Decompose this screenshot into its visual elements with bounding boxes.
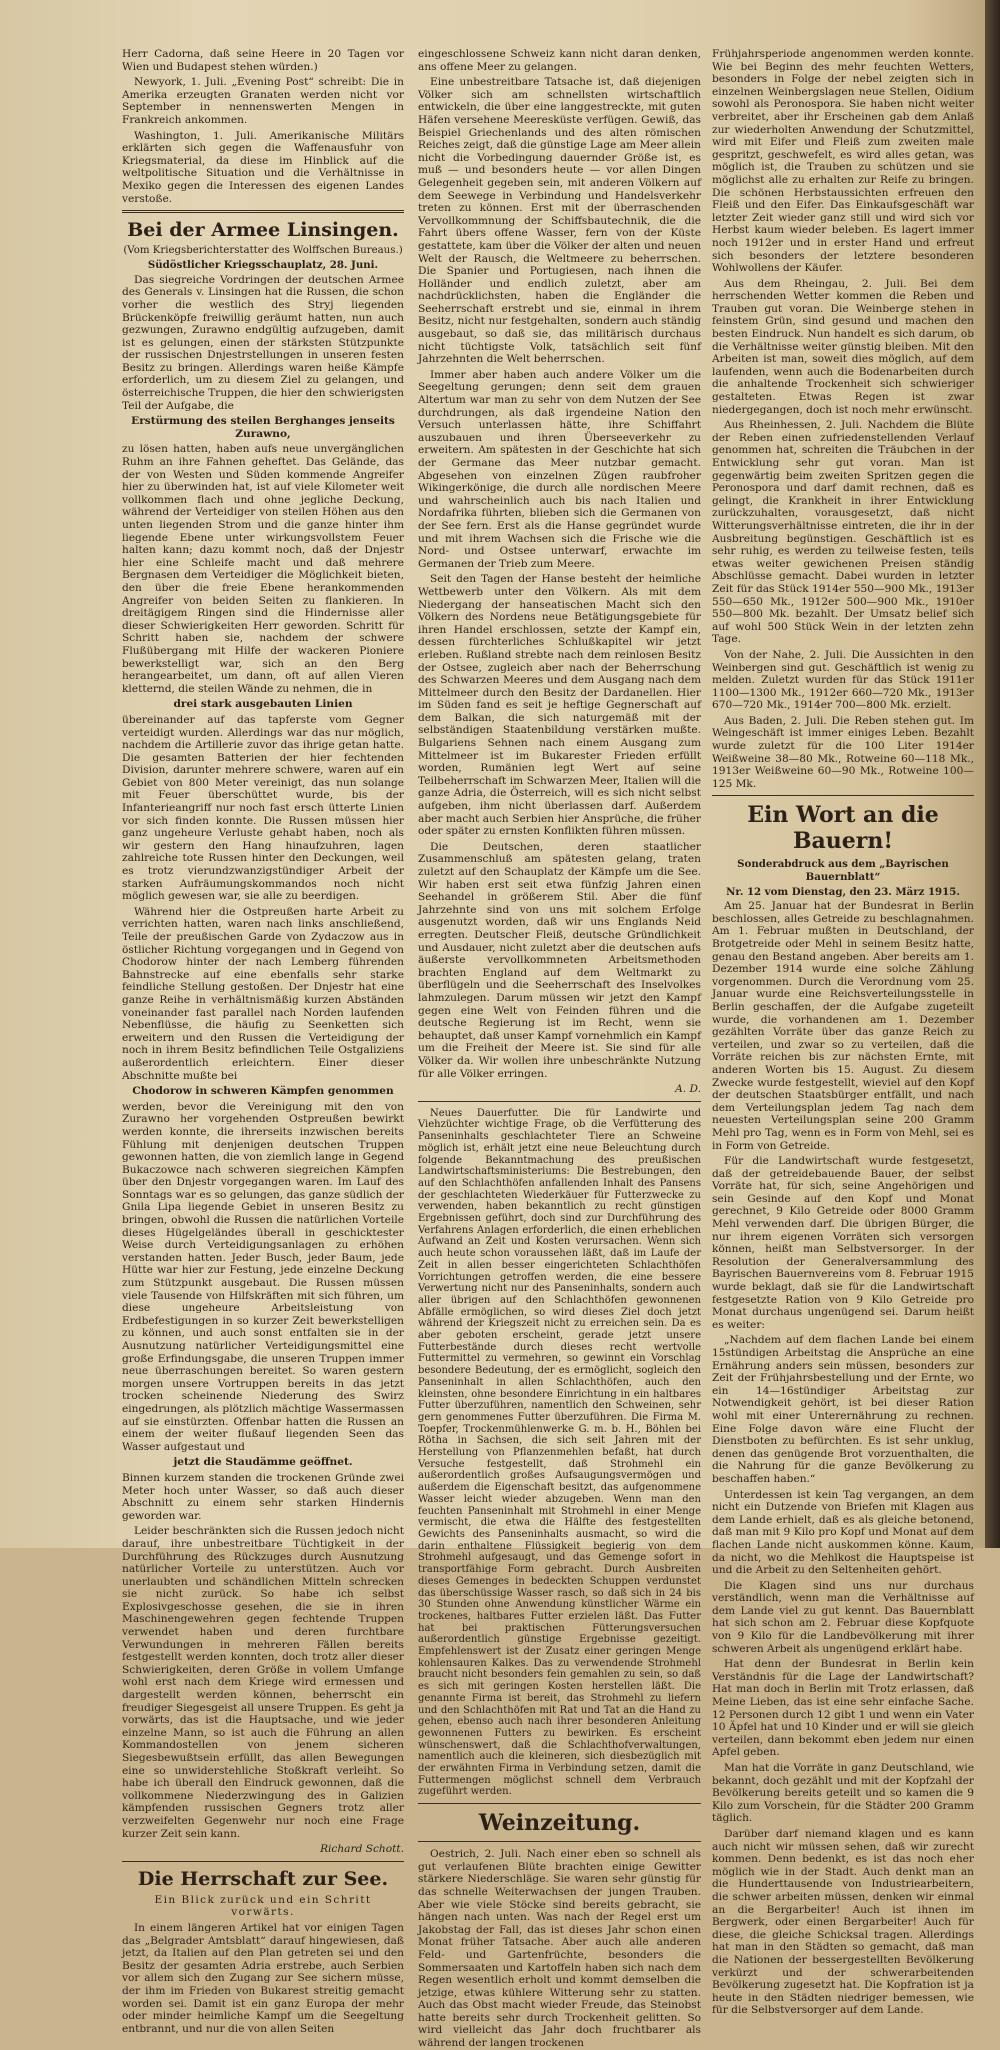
wine-paragraph: Frühjahrsperiode angenommen werden konnte. Wie bei Beginn des mehr feuchten Wetters, besonders in Folge der nebel zeigten sich in einzelnen Weinbergslagen neue Stellen, Oidium sowohl als Peronospora. Sie haben nicht weiter verbreitet, aber ihr Erscheinen gab dem Anlaß zur wiederholten Anwendung der Schutzmittel, wird mit Eifer und Fleiß zum zweiten male gespritzt, geschwefelt, es wird alles getan, was möglich ist, die Trauben zu schützen und sie möglichst alle zu erhalten zur Reife zu bringen. Die schönen Herbstaussichten erfreuen den Fleiß und den Eifer. Das Einkaufsgeschäft war letzter Zeit wieder ganz still und wird sich vor Herbst kaum wieder beleben. Es lagert immer noch 1912er und in erster Hand und erfreut sich besonders der letztere besonderen Wohlwollens der Käufer. <box>712 48 974 275</box>
appeal-paragraph: Man hat die Vorräte in ganz Deutschland, wie bekannt, doch gezählt und mit der Kopfzahl der Bevölkerung bereits geteilt und so kamen die 9 Kilo zum Vorschein, für die Städter 200 Gramm täglich. <box>712 1762 974 1825</box>
article2-title: Die Herrschaft zur See. <box>137 1867 389 1890</box>
article-paragraph: Das siegreiche Vordringen der deutschen Armee des Generals v. Linsingen hat die Russen, die schon vorher die westlich des Stryj liegenden Brückenköpfe freiwillig geräumt hatten, nun auch gezwungen, Zurawno endgültig aufzugeben, damit ist es gelungen, einen der stärksten Stützpunkte der russischen Dnjestrstellungen in unseren festen Besitz zu bringen. Allerdings waren heiße Kämpfe erforderlich, um zu diesem Ziel zu gelangen, und österreichische Truppen, die hier den schwierigsten Teil der Aufgabe, die <box>122 273 404 412</box>
separator <box>418 1803 701 1804</box>
article-paragraph: übereinander auf das tapferste vom Gegner verteidigt wurden. Allerdings war das nur möglich, nachdem die Artillerie zuvor das ihrige getan hatte. Die gesamten Batterien der hier fechtenden Division, darunter mehrere schwere, waren auf ein Gebiet von 800 Meter vereinigt, das nun solange mit Feuer überschüttet wurde, bis der Infanterieangriff nur noch fast ersch ütterte Linien vor sich finden konnte. Die Russen müssen hier ganz ungeheure Verluste gehabt haben, noch als wir gestern den Hang hinaufzuhren, lagen zahlreiche tote Russen hinter den Deckungen, weil es trotz vierundzwanzigstündiger Arbeit der starken Aufräumungskommandos noch nicht möglich gewesen war, sie alle zu beerdigen. <box>122 713 404 903</box>
article-paragraph: Leider beschränkten sich die Russen jedoch nicht darauf, ihre unbestreitbare Tüchtigkeit in der Durchführung des Rückzuges durch Ausnutzung natürlicher Vorteile zu unterstützen. Auch vor unerlaubten und schändlichen Mitteln schrecken sie nicht zurück. So habe ich selbst Explosivgeschosse gesehen, die sie in ihren Maschinengewehren gegen fechtende Truppen verwendet haben und deren furchtbare Verwundungen in mehreren Fällen bereits festgestellt werden konnten, doch trotz aller dieser Schwierigkeiten, deren Größe in vollem Umfange wohl erst nach dem Kriege wird ermessen und dargestellt werden können, beherrscht ein freudiger Siegesgeist all unsere Truppen. Es geht ja vorwärts, das ist die Hauptsache, und wie jeder einzelne Mann, so ist auch die Führung an allen Kommandostellen von jenem sicheren Siegesbewußtsein erfüllt, das allen Bewegungen eine so unwiderstehliche Stoßkraft verleiht. So habe ich überall den Eindruck gewonnen, daß die vollkommene Niederzwingung des in Galizien kämpfenden russischen Gegners trotz aller verzweifelten Gegenwehr nur noch eine Frage kurzer Zeit sein kann. <box>122 1525 404 1840</box>
article-heading: jetzt die Staudämme geöffnet. <box>173 1456 353 1469</box>
article-heading: Chodorow in schweren Kämpfen genommen <box>132 1085 394 1098</box>
article-paragraph: Während hier die Ostpreußen harte Arbeit zu verrichten hatten, waren nach links anschließend, Teile der preußischen Garde von Zydaczow aus in östlicher Richtung vorgegangen und in Gegend von Chodorow hinter der nach Lemberg führenden Bahnstrecke auf eine ebenfalls sehr starke feindliche Stellung gestoßen. Der Dnjestr hat eine ganze Reihe in verhältnismäßig kurzen Abständen voneinander fast parallel nach Norden laufenden Nebenflüsse, die häufig zu Seenketten sich erweitern und den Russen die Verteidigung der noch in ihrem Besitz befindlichen Teile Ostgaliziens außerordentlich erleichtern. Einer dieser Abschnitte mußte bei <box>122 905 404 1082</box>
news-newyork: Newyork, 1. Juli. „Evening Post“ schreibt: Die in Amerika erzeugten Granaten werden nicht vor September in nennenswerten Mengen in Frankreich ankommen. <box>122 76 404 126</box>
separator <box>122 1861 404 1862</box>
article2-subtitle: Ein Blick zurück und ein Schritt vorwärts. <box>154 1893 372 1919</box>
article-location: Südöstlicher Kriegsschauplatz, 28. Juni. <box>147 259 379 272</box>
wine-report: Aus dem Rheingau, 2. Juli. Bei dem herrschenden Wetter kommen die Reben und Trauben gut voran. Die Weinberge stehen in feinstem Grün, sind gesund und machen den besten Eindruck. Nun handelt es sich darum, ob die Verhältnisse weiter günstig bleiben. Mit den Arbeiten ist man, soweit dies möglich, auf dem laufenden, wenn auch die Bodenarbeiten durch die anhaltende Trockenheit sich schwieriger gestalteten. Etwas Regen ist zwar niedergegangen, doch ist noch mehr erwünscht. <box>712 277 974 416</box>
separator <box>418 1841 701 1842</box>
separator <box>122 210 404 213</box>
wine-paragraph: Oestrich, 2. Juli. Nach einer eben so schnell als gut verlaufenen Blüte brachten einige Gewitter stärkere Niederschläge. Sie waren sehr günstig für das schnelle Weiterwachsen der jungen Trauben. Aber wie viele Stöcke sind bereits gebracht, sie hängen nach unten. Was nach der Regel erst um Jakobstag der Fall, das ist dieses Jahr schon einen Monat früher Tatsache. Aber auch alle anderen Feld- und Gartenfrüchte, besonders die Sommersaaten und Kartoffeln haben sich nach dem Regen wesentlich erholt und kommt demselben die jetzige, etwas kühlere Witterung sehr zu statten. Auch das Obst macht wieder Freude, das Steinobst hatte bereits sehr durch Trockenheit gelitten. So wird vielleicht das Jahr doch fruchtbarer als während der langen trockenen <box>418 1848 701 2050</box>
article2-paragraph: Seit den Tagen der Hanse besteht der heimliche Wettbewerb unter den Völkern. Als mit dem Niedergang der hanseatischen Macht sich den Völkern des Nordens neue Betätigungsgebiete für ihren Handel erschlossen, setzte der Kampf ein, dessen fürchterliches Schlußkapitel wir jetzt erleben. Rußland strebte nach dem reinlosen Besitz der Ostsee, zugleich aber nach der Beherrschung des Schwarzen Meeres und dem Ausgang nach dem Mittelmeer durch den Besitz der Dardanellen. Hier im Süden fand es seit je heftige Gegnerschaft auf dem Balkan, die sich naturgemäß mit der selbständigen Staatenbildung verstärken mußte. Bulgariens Sehnen nach einem Ausgang zum Mittelmeer ist im Bukarester Frieden erfüllt worden, Rumänien legt Wert auf seine Teilbeherrschaft im Schwarzen Meer, Italien will die ganze Adria, die Österreich, will es sich nicht selbst aufgeben, ihm nicht überlassen darf. Außerdem aber macht auch Serbien hier Ansprüche, die früher oder später zu ernsten Konflikten führen müssen. <box>418 573 701 838</box>
article2-paragraph: eingeschlossene Schweiz kann nicht daran denken, ans offene Meer zu gelangen. <box>418 48 701 73</box>
column-2 <box>418 48 701 2050</box>
wine-report: Aus Rheinhessen, 2. Juli. Nachdem die Blüte der Reben einen zufriedenstellenden Verlauf genommen hat, schreiten die Träubchen in der Entwicklung sehr gut voran. Man ist gegenwärtig beim zweiten Spritzen gegen die Peronospora und darf damit rechnen, daß es gelingt, die Krankheit in ihrer Entwicklung zurückzuhalten, vorausgesetzt, daß nicht Witterungsverhältnisse eintreten, die ihr in der Ausbreitung begünstigen. Geschäftlich ist es sehr ruhig, es werden zu teilweise festen, teils etwas weiter gewichenen Preisen ständig Abschlüsse gemacht. Dabei wurden in letzter Zeit für das Stück 1914er 550—900 Mk., 1913er 550—650 Mk., 1912er 500—900 Mk., 1910er 550—800 Mk. bezahlt. Der Umsatz belief sich auf wohl 500 Stück Wein in der letzten zehn Tage. <box>712 419 974 646</box>
appeal-subtitle: Sonderabdruck aus dem „Bayrischen Bauernblatt“ <box>737 858 949 884</box>
wine-title: Weinzeitung. <box>478 1810 641 1837</box>
wine-report: Von der Nahe, 2. Juli. Die Aussichten in den Weinbergen sind gut. Geschäftlich ist wenig zu melden. Zuletzt wurden für das Stück 1911er 1100—1300 Mk., 1912er 660—720 Mk., 1913er 670—720 Mk., 1914er 700—800 Mk. erzielt. <box>712 648 974 712</box>
intro-text: Herr Cadorna, daß seine Heere in 20 Tagen vor Wien und Budapest stehen würden.) <box>122 48 404 73</box>
article-subtitle: (Vom Kriegsberichterstatter des Wolffschen Bureaus.) <box>123 245 403 257</box>
appeal-paragraph: „Nachdem auf dem flachen Lande bei einem 15stündigen Arbeitstag die Ansprüche an eine Ernährung anders sein müssen, besonders zur Zeit der Frühjahrsbestellung und der Ernte, wo ein 14—16stündiger Arbeitstag zur Notwendigkeit gehört, ist bei dieser Ration wohl mit einer Unterernährung zu rechnen. Eine Folge davon wäre eine Flucht der Dienstboten zu befürchten. Es ist sehr unklug, denen das genügende Brot vorzuenthalten, die die Nahrung für die ganze Bevölkerung zu beschaffen haben.“ <box>712 1334 974 1485</box>
appeal-title: Ein Wort an die Bauern! <box>747 802 939 855</box>
appeal-paragraph: Die Klagen sind uns nur durchaus verständlich, wenn man die Verhältnisse auf dem Lande viel zu gut kennt. Das Bauernblatt hat sich schon am 2. Februar diese Kopfquote von 9 Kilo für die Landbevölkerung mit ihrer schweren Arbeit als ungenügend erklärt habe. <box>712 1579 974 1655</box>
column-1 <box>122 48 404 2035</box>
article2-paragraph: In einem längeren Artikel hat vor einigen Tagen das „Belgrader Amtsblatt“ darauf hingewiesen, daß jetzt, da Italien auf den Plan getreten sei und den Besitz der gesamten Adria erstrebe, auch Serbien vor allem sich den Zugang zur See sichern müsse, der ihm im Frieden von Bukarest streitig gemacht worden sei. Damit ist ein ganz Europa der mehr oder minder heimliche Kampf um die Seegeltung entbrannt, und nur die von allen Seiten <box>122 1921 404 2035</box>
article2-signature: A. D. <box>675 1083 701 1096</box>
article-signature: Richard Schott. <box>320 1843 404 1856</box>
wine-report: Aus Baden, 2. Juli. Die Reben stehen gut. Im Weingeschäft ist immer einiges Leben. Bezahlt wurde zuletzt für die 100 Liter 1914er Weißweine 38—80 Mk., Rotweine 60—118 Mk., 1913er Weißweine 60—90 Mk., Rotweine 100—125 Mk. <box>712 714 974 790</box>
column-3 <box>712 48 974 2017</box>
appeal-paragraph: Darüber darf niemand klagen und es kann auch nicht wir müssen sehen, daß wir zurecht kommen. Denn bedenkt, es ist das noch eher möglich wie in der Stadt. Auch denkt man an die Hunderttausende von Industriearbeitern, die schwer arbeiten müssen, denken wir einmal an die Bergarbeiter! Auch ist ihnen im Bergwerk, oder einen Bergarbeiter! Auch für diese, die gleiche Schicksal tragen. Allerdings hat man in den Städten so gemacht, daß man die Nationen der bessergestellten Bevölkerung verkürzt und der schwerarbeitenden Bevölkerung zugesetzt hat. Die Kopfration ist ja heute in den Städten niedriger bemessen, wie für die Selbstversorger auf dem Lande. <box>712 1827 974 2017</box>
article-paragraph: werden, bevor die Vereinigung mit den von Zurawno her vorgehenden Ostpreußen bewirkt werden konnte, die ihrerseits inzwischen bereits Fühlung mit denjenigen deutschen Truppen gewonnen hatten, die von ziemlich lange in Gegend Bukaczowce nach schweren siegreichen Kämpfen über den Dnjestr vorgegangen waren. Im Lauf des Sonntags war es so gelungen, das ganze südlich der Gnila Lipa liegende Gebiet in unseren Besitz zu bringen, obwohl die Russen die natürlichen Vorteile dieses Hügelgeländes überall in geschicktester Weise durch Verteidigungsanlagen zu erhöhen verstanden hatten. Jeder Busch, jeder Baum, jede Hütte war hier zur Festung, jede einzelne Deckung zum Stützpunkt ausgebaut. Die Russen müssen viele Tausende von Hilfskräften mit sich führen, um diese ungeheure Arbeitsleistung von Erdbefestigungen in so kurzer Zeit bewerkstelligen zu können, und auch sonst entfalten sie in der Ausnutzung natürlicher Verteidigungsmittel eine große Erfindungsgabe, die unseren Truppen immer neue überraschungen bereitet. So waren gestern morgen unsere Vortruppen bereits in das jetzt trocken scheinende Niederung des Swirz eingedrungen, als plötzlich mächtige Wassermassen auf sie einstürzten. Offenbar hatten die Russen an einem der weiter flußauf liegenden Seen das Wasser aufgestaut und <box>122 1100 404 1453</box>
article-paragraph: zu lösen hatten, haben aufs neue unvergänglichen Ruhm an ihre Fahnen geheftet. Das Gelände, das der von Westen und Süden kommende Angreifer hier zu überwinden hat, ist auf viele Kilometer weit vollkommen flach und ohne jegliche Deckung, während der Verteidiger von steilen Höhen aus den unten liegenden Strom und die ganze hinter ihm liegende Ebene unter wirkungsvollstem Feuer halten kann; dazu kommt noch, daß der Dnjestr hier eine Schleife macht und daß mehrere Bergnasen dem Verteidiger die Möglichkeit bieten, den über die freie Ebene herankommenden Angreifer von beiden Seiten zu flankieren. In dreitägigem Ringen sind die Hindernisse aller dieser Schwierigkeiten Herr geworden. Schritt für Schritt haben sie, nachdem der schwere Flußübergang mit Hilfe der wackeren Pioniere bewerkstelligt war, sich an den Berg herangearbeitet, um dann, oft auf allen Vieren kletternd, die steilen Wände zu nehmen, die in <box>122 443 404 695</box>
separator <box>418 1101 701 1102</box>
separator <box>712 795 974 796</box>
article-heading: drei stark ausgebauten Linien <box>173 698 353 711</box>
notice-feed: Neues Dauerfutter. Die für Landwirte und Viehzüchter wichtige Frage, ob die Verfütterung des Panseninhalts geschlachteter Tiere an Schweine möglich ist, erhält jetzt eine neue Beleuchtung durch folgende Bekanntmachung des preußischen Landwirtschaftsministeriums: Die Bestrebungen, den auf den Schlachthöfen anfallenden Inhalt des Pansens der geschlachteten Wiederkäuer für Futterzwecke zu verwenden, haben bekanntlich zu recht günstigen Ergebnissen geführt, doch sind zur Durchführung des Verfahrens Anlagen erforderlich, die einen erheblichen Aufwand an Zeit und Kosten verursachen. Wenn sich auch heute schon voraussehen läßt, daß im Laufe der Zeit in allen besser eingerichteten Schlachthöfen Vorrichtungen getroffen werden, die eine bessere Verwertung nicht nur des Panseninhalts, sondern auch aller übrigen auf den Schlachthöfen gewonnenen Abfälle ermöglichen, so wird dieses Ziel doch jetzt während der Kriegszeit nicht zu erreichen sein. Da es aber geboten erscheint, gerade jetzt unsere Futterbestände durch dieses recht wertvolle Futtermittel zu vermehren, so gewinnt ein Vorschlag besondere Bedeutung, der es ermöglicht, sogleich den Panseninhalt in allen Schlachthöfen, auch den kleinsten, ohne besondere Einrichtung in ein haltbares Futter überzuführen, namentlich den Schweinen, sehr gern genommenes Futter überzuführen. Die Firma M. Toepfer, Trockenmühlenwerke G. m. b. H., Böhlen bei Rötha in Sachsen, die sich seit Jahren mit der Herstellung von Pflanzenmehlen befaßt, hat durch Versuche festgestellt, daß Strohmehl ein außerordentlich großes Aufsaugungsvermögen und außerdem die Eigenschaft besitzt, das aufgenommene Wasser leicht wieder abzugeben. Wenn man den feuchten Panseninhalt mit Strohmehl in einer Menge vermischt, die etwa die Hälfte des festgestellten Gewichts des Panseninhalts ausmacht, so wird die darin enthaltene Flüssigkeit begierig von dem Strohmehl aufgesaugt, und das Gemenge sofort in transportfähige Form gebracht. Durch Ausbreiten dieses Gemenges in bedeckten Schuppen verdunstet das überschüssige Wasser rasch, so daß sich in 24 bis 30 Stunden ohne Anwendung künstlicher Wärme ein trockenes, haltbares Futter erzielen läßt. Das Futter hat bei praktischen Fütterungsversuchen außerordentlich günstige Ergebnisse gezeitigt. Empfehlenswert ist der Zusatz einer geringen Menge kohlensauren Kalkes. Das zu verwendende Strohmehl braucht nicht besonders fein gemahlen zu sein, so daß es sich mit geringen Kosten herstellen läßt. Die genannte Firma ist bereit, das Strohmehl zu liefern und den Schlachthöfen mit Rat und Tat an die Hand zu gehen, ebenso auch nach ihrer besonderen Anleitung gewonnenen Futters zu bewirken. Es erscheint wünschenswert, daß die Schlachthofverwaltungen, namentlich auch die kleineren, sich diesbezüglich mit der erwähnten Firma in Verbindung setzen, damit die Futtermengen möglichst schnell dem Verbrauch zugeführt werden. <box>418 1107 701 1798</box>
binding-edge <box>985 0 1000 1548</box>
news-washington: Washington, 1. Juli. Amerikanische Militärs erklärten sich gegen die Waffenausfuhr von Kriegsmaterial, da diese im Hinblick auf die weltpolitische Situation und die Verhältnisse in Mexiko gegen die Interessen des eigenen Landes verstoße. <box>122 129 404 205</box>
appeal-paragraph: Für die Landwirtschaft wurde festgesetzt, daß der getreidebauende Bauer, der selbst Vorräte hat, für sich, seine Angehörigen und sein Gesinde auf den Kopf und Monat gerechnet, 9 Kilo Getreide oder 8000 Gramm Mehl verwenden darf. Die übrigen Bürger, die nur ihrem eigenen Vorräten sich versorgen können, heißt man Selbstversorger. In der Resolution der Generalversammlung des Bayrischen Bauernvereins vom 8. Februar 1915 wurde beklagt, daß sie für die Landwirtschaft festgesetzte Ration von 9 Kilo Getreide pro Monat durchaus ungenügend sei. Darum heißt es weiter: <box>712 1155 974 1331</box>
article2-paragraph: Eine unbestreitbare Tatsache ist, daß diejenigen Völker sich am schnellsten wirtschaftlich entwickeln, die über eine langgestreckte, mit guten Häfen versehene Meeresküste verfügen. Gewiß, das Beispiel Griechenlands und des alten römischen Reiches zeigt, daß die günstige Lage am Meer allein nicht die Vorbedingung dauernder Größe ist, es muß — und besonders heute — vor allen Dingen Gelegenheit gegeben sein, mit anderen Völkern auf dem Seewege in Verbindung und Handelsverkehr treten zu können. Erst mit der überraschenden Vervollkommnung der Schiffsbautechnik, die die Fahrt übers offene Wasser, fern von der Küste gestattete, kam über die Völker der alten und neuen Welt der Rausch, die Weltmeere zu beherrschen. Die Spanier und Portugiesen, nach ihnen die Holländer und endlich zuletzt, aber am nachdrücklichsten, haben die Engländer die Seeherrschaft erstrebt und sie, einmal in ihrem Besitz, nicht nur festgehalten, sondern auch ständig ausgebaut, so daß sie, das militärisch durchaus nicht tüchtigste Volk, tatsächlich seit fünf Jahrzehnten die Welt beherrschen. <box>418 76 701 366</box>
article-title: Bei der Armee Linsingen. <box>127 219 399 242</box>
article2-paragraph: Immer aber haben auch andere Völker um die Seegeltung gerungen; denn seit dem grauen Altertum war man zu sehr von dem Nutzen der See durchdrungen, als daß irgendeine Nation den Versuch unterlassen hätte, ihre Schiffahrt auszubauen und ihren Überseeverkehr zu erweitern. Am spätesten in der Geschichte hat sich der Germane das Meer nutzbar gemacht. Abgesehen von einzelnen Zügen raubfroher Wikingerkönige, die durch alle nordischen Meere und wahrscheinlich auch bis nach Italien und Nordafrika führten, blieben sich die Germanen von der See fern. Erst als die Hanse gegründet wurde und mit ihrem Wachsen sich die Frische wie die Nord- und Ostsee unterwarf, erwachte im Germanen der Trieb zum Meere. <box>418 368 701 570</box>
article-heading: Erstürmung des steilen Berghanges jenseits Zurawno, <box>131 415 395 440</box>
article-paragraph: Binnen kurzem standen die trockenen Gründe zwei Meter hoch unter Wasser, so daß auch dieser Abschnitt zu einem sehr starken Hindernis geworden war. <box>122 1471 404 1522</box>
article2-paragraph: Die Deutschen, deren staatlicher Zusammenschluß am spätesten gelang, traten zuletzt auf den Schauplatz der Kämpfe um die See. Wir haben erst seit etwa fünfzig Jahren einen Seehandel in größerem Stil. Aber die fünf Jahrzehnte sind von uns mit solchem Erfolge ausgenutzt worden, daß wir uns Englands Neid erregten. Deutscher Fleiß, deutsche Gründlichkeit und Ausdauer, nicht zuletzt aber die deutschen aufs äußerste vervollkommneten Arbeitsmethoden brachten England auf dem Weltmarkt zu überflügeln und die Seeherrschaft des Inselvolkes lahmzulegen. Darum müssen wir jetzt den Kampf gegen eine Welt von Feinden führen und die deutsche Regierung ist im Recht, wenn sie behauptet, daß unser Kampf vornehmlich ein Kampf um die Freiheit der Meere ist. Sie sind für alle Völker da. Wir wollen ihre unbeschränkte Nutzung für alle Völker erringen. <box>418 840 701 1080</box>
appeal-paragraph: Unterdessen ist kein Tag vergangen, an dem nicht ein Dutzende von Briefen mit Klagen aus dem Lande erhielt, daß es als gleiche betonend, daß man mit 9 Kilo pro Kopf und Monat auf dem flachen Lande nicht auskommen könne. Kaum, da nicht, wo die Mehlkost die Hauptspeise ist und die Arbeit zu den Seltenheiten gehört. <box>712 1488 974 1577</box>
appeal-paragraph: Hat denn der Bundesrat in Berlin kein Verständnis für die Lage der Landwirtschaft? Hat man doch in Berlin mit Trotz erlassen, daß Meine Lieben, das ist eine sehr einfache Sache. 12 Personen durch 12 gibt 1 und wenn ein Vater 10 Äpfel hat und 10 Kinder und er will sie gleich verteilen, dann bekommt eben jedem nur einen Apfel geben. <box>712 1658 974 1759</box>
appeal-paragraph: Am 25. Januar hat der Bundesrat in Berlin beschlossen, alles Getreide zu beschlagnahmen. Am 1. Februar mußten in Deutschland, der Brotgetreide oder Mehl in seinem Besitz hatte, genau den Bestand angeben. Aber bereits am 1. Dezember 1914 wurde eine solche Zählung vorgenommen. Durch die Verordnung vom 25. Januar wurde eine Reichsverteilungsstelle in Berlin geschaffen, der die Aufgabe zugeteilt wurde, die vorhandenen am 1. Dezember gezählten Vorräte über das ganze Reich zu verteilen, und zwar so zu verteilen, daß die Vorräte reichen bis zur nächsten Ernte, mit anderen Worten bis 15. August. Zu diesem Zwecke wurde festgestellt, wieviel auf den Kopf der deutschen Staatsbürger entfällt, und nach dem Verteilungsplan jedem Tag nach dem neuesten Verteilungsplan seine 200 Gramm Mehl pro Tag, wenn es in Form von Mehl, sei es in Form von Getreide. <box>712 900 974 1152</box>
appeal-issue: Nr. 12 vom Dienstag, den 23. März 1915. <box>726 885 960 898</box>
